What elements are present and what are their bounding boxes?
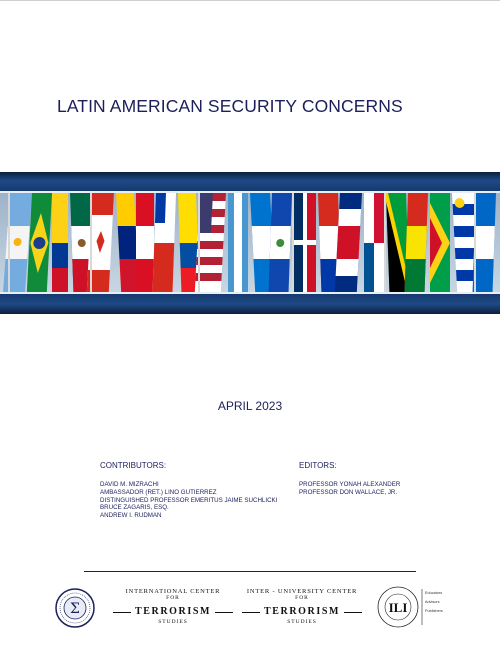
ili-tag: Publishers <box>425 609 443 613</box>
editors-list <box>299 481 400 497</box>
iccs-line4: STUDIES <box>158 619 188 625</box>
sigma-seal-logo <box>55 588 95 628</box>
iccs-logo <box>118 588 228 625</box>
flags-illustration <box>0 193 500 292</box>
iccs-line2: FOR <box>166 595 180 601</box>
iucts-logo <box>244 588 360 625</box>
iccs-line1: INTERNATIONAL CENTER <box>125 588 221 595</box>
contributors-list <box>100 481 277 520</box>
flags-banner <box>0 172 500 314</box>
editor-name: PROFESSOR YONAH ALEXANDER <box>299 481 401 488</box>
flags-photo <box>0 193 500 292</box>
banner-bottom-band <box>0 294 500 314</box>
editor-name: PROFESSOR DON WALLACE, JR. <box>299 488 398 496</box>
contributor-name: AMBASSADOR (RET.) LINO GUTIERREZ <box>100 488 217 496</box>
svg-text:ILI: ILI <box>388 600 408 615</box>
ili-tag: Educators <box>425 591 443 595</box>
svg-text:Σ: Σ <box>70 601 80 617</box>
banner-top-band <box>0 172 500 191</box>
footer-divider <box>84 571 416 572</box>
editors-heading: EDITORS: <box>299 461 337 470</box>
contributors-heading: CONTRIBUTORS: <box>100 461 167 470</box>
iucts-line3: TERRORISM <box>258 606 346 617</box>
iucts-line4: STUDIES <box>287 619 317 625</box>
contributor-name: DISTINGUISHED PROFESSOR EMERITUS JAIME SUCHLICKI <box>100 496 278 504</box>
iccs-line3: TERRORISM <box>129 606 217 617</box>
document-title: LATIN AMERICAN SECURITY CONCERNS <box>57 96 403 116</box>
contributor-name: DAVID M. MIZRACHI <box>100 481 159 488</box>
contributor-name: BRUCE ZAGARIS, ESQ. <box>100 504 169 512</box>
ili-tag: Advisors <box>425 600 440 604</box>
iucts-line2: FOR <box>295 595 309 601</box>
top-rule <box>0 0 500 1</box>
iucts-line1: INTER - UNIVERSITY CENTER <box>246 588 358 595</box>
publication-date: APRIL 2023 <box>217 399 283 413</box>
contributor-name: ANDREW I. RUDMAN <box>100 512 162 520</box>
ili-taglines <box>425 589 443 616</box>
